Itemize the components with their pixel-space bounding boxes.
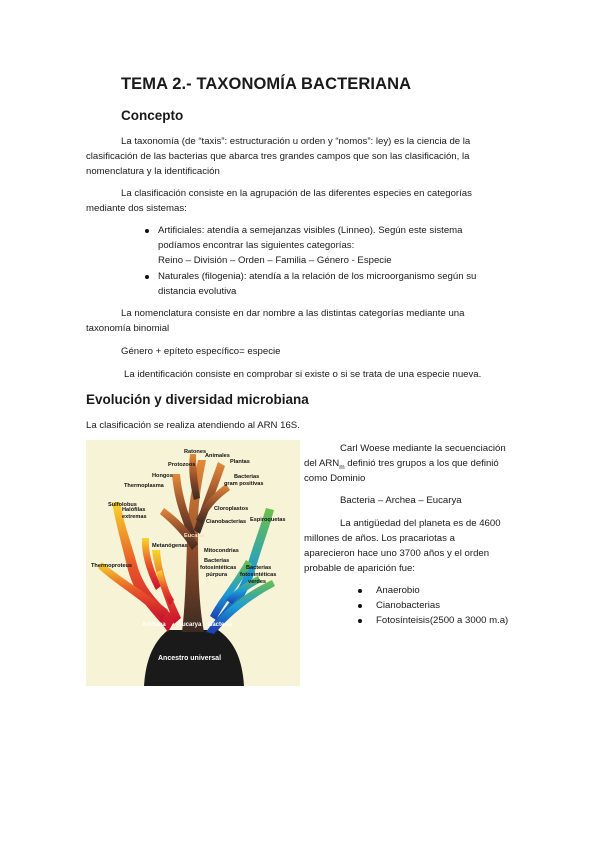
paragraph-line: clasificación de las bacterias que abarca tres grandes campos que son las clasificación, la xyxy=(86,151,470,162)
label-bacterias-gram: Bacterias xyxy=(234,474,260,480)
phylogenetic-tree-figure xyxy=(86,440,300,686)
domains-line: Bacteria – Archea – Eucarya xyxy=(340,495,462,506)
paragraph-line: taxonomía binomial xyxy=(86,323,170,334)
label-archaea: Archaea xyxy=(142,622,166,628)
label-bacteria: Bacteria xyxy=(208,622,232,628)
bullet-icon xyxy=(145,229,149,233)
label-fotosinteticas: fotosintéticas xyxy=(200,565,237,571)
label-hongos: Hongos xyxy=(152,473,173,479)
label-purpura: púrpura xyxy=(206,572,228,578)
label-extremas: extremas xyxy=(122,514,147,520)
label-eucaria-core: Eucaria xyxy=(184,533,205,539)
list-item: Anaerobio xyxy=(376,585,420,596)
label-animales: Animales xyxy=(205,453,230,459)
label-bacterias-foto: Bacterias xyxy=(204,558,230,564)
label-thermoproteus: Thermoproteus xyxy=(91,563,133,569)
page-title: TEMA 2.- TAXONOMÍA BACTERIANA xyxy=(121,75,412,93)
label-bacterias-verdes: Bacterias xyxy=(246,565,272,571)
paragraph-line: La identificación consiste en comprobar si existe o si se trata de una especie nueva. xyxy=(124,369,482,380)
bullet-icon xyxy=(358,619,362,623)
paragraph-line: como Dominio xyxy=(304,473,366,484)
label-eucarya: Eucarya xyxy=(178,622,202,628)
label-thermoplasma: Thermoplasma xyxy=(124,483,164,489)
text-run: definió tres grupos a los que definió xyxy=(344,458,499,469)
label-protozoos: Protozoos xyxy=(168,462,196,468)
bullet-line: distancia evolutiva xyxy=(158,286,237,297)
section-heading-evolucion: Evolución y diversidad microbiana xyxy=(86,392,309,407)
paragraph-line: millones de años. Los pracariotas a xyxy=(304,533,455,544)
tree-illustration xyxy=(86,440,300,686)
paragraph-line: Carl Woese mediante la secuenciación xyxy=(340,443,506,454)
label-fotosinteticas-verdes: fotosintéticas xyxy=(240,572,277,578)
label-plantas: Plantas xyxy=(230,459,250,465)
label-verdes: verdes xyxy=(248,579,267,585)
label-gram-positivas: gram positivas xyxy=(224,481,264,487)
section-heading-concepto: Concepto xyxy=(121,108,184,123)
paragraph-line: La clasificación consiste en la agrupación de las diferentes especies en categorías xyxy=(121,188,472,199)
text-run: del ARN xyxy=(304,458,340,469)
label-mitocondrias: Mitocondrias xyxy=(204,548,239,554)
label-halofilas: Halófilas xyxy=(122,507,146,513)
label-cianobacterias: Cianobacterias xyxy=(206,519,247,525)
list-item: Fotosínteisis(2500 a 3000 m.a) xyxy=(376,615,509,626)
label-sulfolobus: Sulfolobus xyxy=(108,502,137,508)
paragraph-line: La nomenclatura consiste en dar nombre a las distintas categorías mediante una xyxy=(121,308,465,319)
list-item: Cianobacterias xyxy=(376,600,440,611)
paragraph-line: La antigüedad del planeta es de 4600 xyxy=(340,518,501,529)
subscript: m xyxy=(339,463,345,471)
formula-text: Género + epíteto específico= especie xyxy=(121,346,281,357)
paragraph-line: La clasificación se realiza atendiendo al ARN 16S. xyxy=(86,420,300,431)
paragraph-line: nomenclatura y la identificación xyxy=(86,166,220,177)
bullet-icon xyxy=(145,275,149,279)
bullet-line: Artificiales: atendía a semejanzas visibles (Linneo). Según este sistema xyxy=(158,225,463,236)
label-metanogenas: Metanógenas xyxy=(152,543,188,549)
paragraph-line: probable de aparición fue: xyxy=(304,563,415,574)
bullet-line: podíamos encontrar las siguientes categorías: xyxy=(158,240,355,251)
bullet-line: Reino – División – Orden – Familia – Género - Especie xyxy=(158,255,392,266)
label-ratones: Ratones xyxy=(184,449,207,455)
bullet-icon xyxy=(358,604,362,608)
bullet-icon xyxy=(358,589,362,593)
paragraph-line: mediante dos sistemas: xyxy=(86,203,187,214)
paragraph-line: La taxonomía (de “taxis”: estructuración u orden y “nomos”: ley) es la ciencia de la xyxy=(121,136,471,147)
paragraph-line: aparecieron hace uno 3700 años y el orden xyxy=(304,548,490,559)
label-espiroquetas: Espiroquetas xyxy=(250,517,286,523)
bullet-line: Naturales (filogenia): atendía a la relación de los microorganismo según su xyxy=(158,271,477,282)
label-cloroplastos: Cloroplastos xyxy=(214,506,249,512)
label-ancestro: Ancestro universal xyxy=(158,655,222,662)
